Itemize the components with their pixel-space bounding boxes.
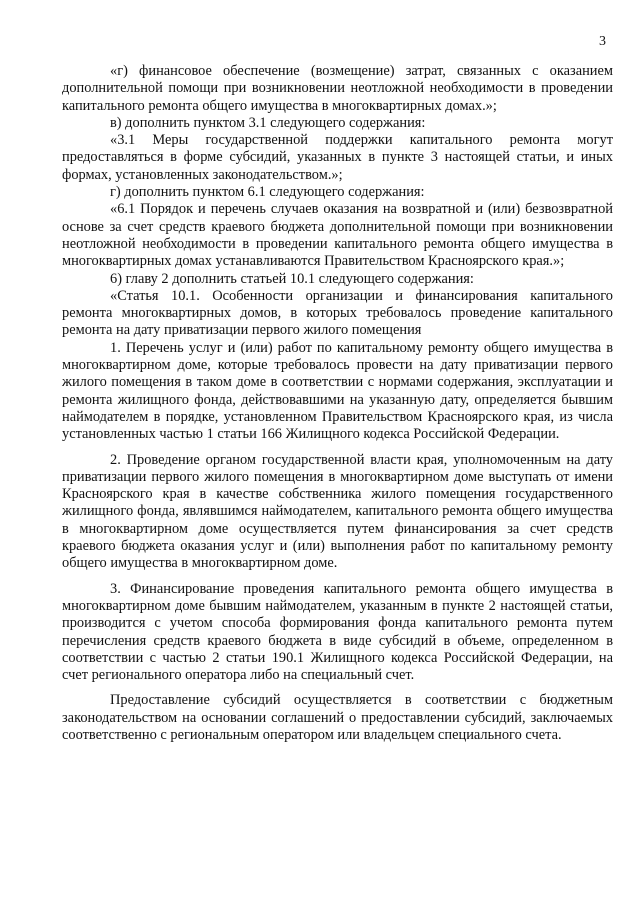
article-10-1-title: «Статья 10.1. Особенности организации и финансирования капитального ремонта многоквартирных домов, в которых требовалось проведение капитального ремонта на дату приватизации первого жилого помещения <box>62 287 613 339</box>
paragraph-point-6-1: «6.1 Порядок и перечень случаев оказания на возвратной и (или) безвозвратной основе за счет средств краевого бюджета дополнительной помощи при возникновении неотложной необходимости в проведении капитального ремонта общего имущества в многоквартирных домах устанавливаются Правительством Красноярского края.»; <box>62 201 613 270</box>
paragraph-amend-6: 6) главу 2 дополнить статьей 10.1 следующего содержания: <box>110 270 474 287</box>
page-number: 3 <box>599 34 606 49</box>
paragraph-point-3-1: «3.1 Меры государственной поддержки капитального ремонта могут предоставляться в форме субсидий, указанных в пункте 3 настоящей статьи, и иных формах, установленных законодательством.»; <box>62 132 613 183</box>
paragraph-item-g-text: «г) финансовое обеспечение (возмещение) затрат, связанных с оказанием дополнительной помощи при возникновении неотложной необходимости в проведении капитального ремонта общего имущества в многоквартирных домах.»; <box>62 63 613 114</box>
article-part-1: 1. Перечень услуг и (или) работ по капитальному ремонту общего имущества в многоквартирном доме, которые требовалось провести на дату приватизации первого жилого помещения в таком доме в соответствии с нормами содержания, эксплуатации и ремонта жилищного фонда, действовавшими на указанную дату, определяется бывшим наймодателем в порядке, установленном Правительством Красноярского края, из числа установленных частью 1 статьи 166 Жилищного кодекса Российской Федерации. <box>62 339 613 443</box>
article-part-3: 3. Финансирование проведения капитального ремонта общего имущества в многоквартирном доме бывшим наймодателем, указанным в пункте 2 настоящей статьи, производится с учетом способа формирования фонда капитального ремонта путем перечисления средств краевого бюджета в виде субсидий в объеме, определенном в соответствии с частью 2 статьи 190.1 Жилищного кодекса Российской Федерации, на счет регионального оператора либо на специальный счет. <box>62 580 613 684</box>
paragraph-subsidies: Предоставление субсидий осуществляется в соответствии с бюджетным законодательством на основании соглашений о предоставлении субсидий, заключаемых соответственно с региональным оператором или владельцем специального счета. <box>62 692 613 743</box>
paragraph-amend-g: г) дополнить пунктом 6.1 следующего содержания: <box>110 184 425 201</box>
document-body <box>62 63 613 744</box>
article-part-2: 2. Проведение органом государственной власти края, уполномоченным на дату приватизации первого жилого помещения в многоквартирном доме выступать от имени Красноярского края в качестве собственника жилого помещения государственного жилищного фонда, являвшимся наймодателем, капитального ремонта общего имущества в многоквартирном доме осуществляется путем финансирования за счет средств краевого бюджета оказания услуг и (или) выполнения работ по капитальному ремонту общего имущества в многоквартирном доме. <box>62 451 613 572</box>
paragraph-amend-v: в) дополнить пунктом 3.1 следующего содержания: <box>110 114 426 131</box>
